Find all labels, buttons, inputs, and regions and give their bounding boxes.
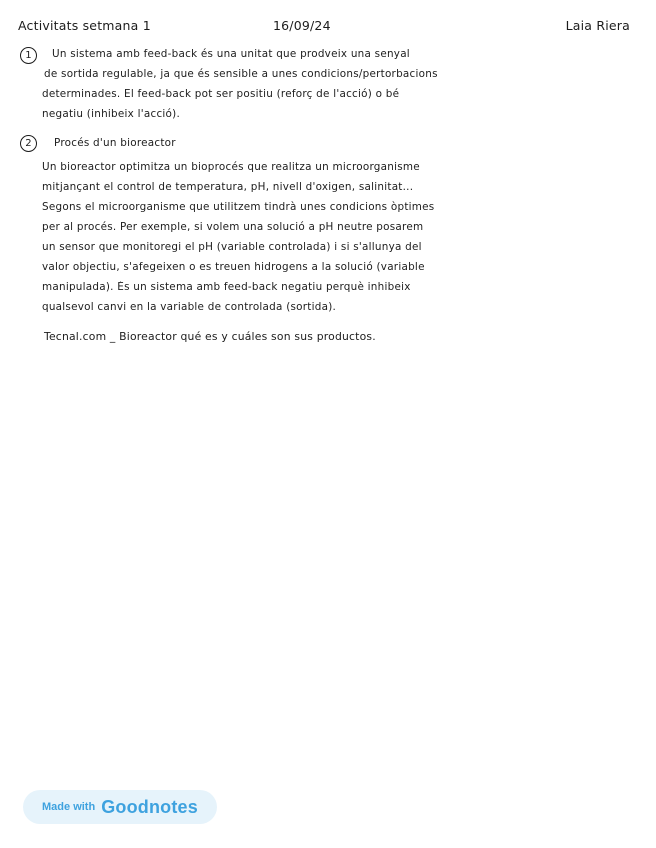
answer-2-line: Segons el microorganisme que utilitzem tindrà unes condicions òptimes xyxy=(42,201,435,213)
answer-number-2: 2 xyxy=(20,135,37,152)
author-name: Laia Riera xyxy=(565,18,630,33)
badge-made-with: Made with xyxy=(42,801,96,813)
answer-1-line: de sortida regulable, ja que és sensible a unes condicions/pertorbacions xyxy=(44,68,438,80)
answer-number-1: 1 xyxy=(20,47,37,64)
reference-note: Tecnal.com _ Bioreactor qué es y cuáles son sus productos. xyxy=(44,330,376,343)
answer-2-line: per al procés. Per exemple, si volem una solució a pH neutre posarem xyxy=(42,221,424,233)
badge-brand-logo: Goodnotes xyxy=(101,796,198,817)
activity-date: 16/09/24 xyxy=(273,18,331,33)
answer-1-line: Un sistema amb feed-back és una unitat que prodveix una senyal xyxy=(52,48,410,60)
answer-1-line: determinades. El feed-back pot ser positiu (reforç de l'acció) o bé xyxy=(42,88,400,100)
answer-2-title: Procés d'un bioreactor xyxy=(54,137,176,149)
goodnotes-badge xyxy=(23,790,217,824)
answer-2-line: manipulada). És un sistema amb feed-back negatiu perquè inhibeix xyxy=(42,281,411,293)
activity-title: Activitats setmana 1 xyxy=(18,18,151,33)
answer-1 xyxy=(20,47,620,127)
answer-2-line: un sensor que monitoregi el pH (variable controlada) i si s'allunya del xyxy=(42,241,422,253)
answer-2-line: qualsevol canvi en la variable de controlada (sortida). xyxy=(42,301,337,313)
answer-2-line: Un bioreactor optimitza un bioprocés que realitza un microorganisme xyxy=(42,161,420,173)
page-header xyxy=(18,18,630,38)
answer-2 xyxy=(20,135,620,325)
answer-1-line: negatiu (inhibeix l'acció). xyxy=(42,108,181,120)
answer-2-line: valor objectiu, s'afegeixen o es treuen hidrogens a la solució (variable xyxy=(42,261,425,273)
answer-2-line: mitjançant el control de temperatura, pH, nivell d'oxigen, salinitat... xyxy=(42,181,414,193)
